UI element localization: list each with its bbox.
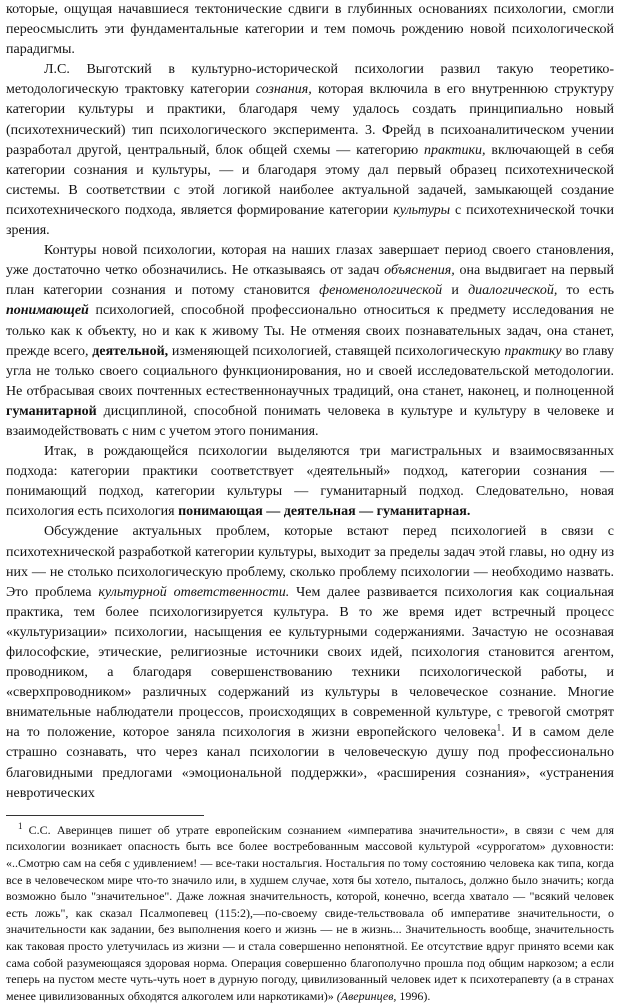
paragraph [6, 0, 614, 60]
text-span: культурной ответственности. [98, 584, 290, 600]
text-span: понимающая — деятельная — гуманитарная. [178, 504, 471, 520]
text-span: которые, ощущая начавшиеся тектонические сдвиги в глубинных основаниях психологии, смогли переосмыслить эти фундаментальные категории и тем помочь рождению новой психологической парадигмы. [6, 2, 614, 58]
text-span: Л.С. Выготский в культурно-исторической психологии развил такую теоретико-методологическую трактовку категории [6, 62, 614, 98]
text-span: изменяющей психологией, ставящей психологическую [168, 343, 505, 359]
text-span: во главу угла не только своего социального функционирования, но и своей исследовательской методологии. Не отбрасывая своих почтенных естественнонаучных традиций, она станет, наконец, и полноценной [6, 343, 614, 399]
text-span: гуманитарной [6, 403, 97, 419]
text-span: культуры [393, 202, 451, 218]
footnote-marker: 1 [18, 820, 23, 831]
text-span: феноменологической [319, 283, 443, 299]
body-text [6, 0, 614, 804]
footnote-divider [6, 815, 204, 816]
footnote-marker: 1 [496, 722, 502, 733]
text-span: . И в самом деле страшно сознавать, что через канал психологии в человеческую душу под профессионально благовидными предлогами «эмоциональной поддержки», «расширения сознания», «устранения невротических [6, 725, 614, 801]
text-span: деятельной, [92, 343, 169, 359]
text-span: дисциплиной, способной понимать человека в культуре и культуру в человеке и взаимодействовать с ним с учетом этого понимания. [6, 403, 614, 439]
text-span: понимающей [6, 303, 89, 319]
text-span: которая включила в его внутреннюю структуру категории культуры и практики, благодаря чему удалось создать принципиально новый (психотехнический) тип психологического эксперимента. 3. Фрейд в психоаналитическом учении разработал другой, центральный, блок общей схемы — категорию [6, 82, 614, 158]
text-span: включающей в себя категории сознания и культуры, — и благодаря этому дал первый образец психотехнической системы. В соответствии с этой логикой наиболее актуальной задачей, замыкающей создание психотехнического подхода, является формирование категории [6, 142, 615, 218]
text-span: практики, [424, 142, 486, 158]
text-span: С.С. Аверинцев пишет об утрате европейским сознанием «императива значительности», в связи с чем для психологии возникает опасность быть все более востребованным массовой культурой «суррогатом» духовности: «..Смотрю сам на себя с удивлением! — все-таки ностальгия. Ностальгия по тому состоянию человека как типа, когда все в человеческом мире что-то значило или, в худшем случае, хотя бы хотело, пыталось, должно было значить; когда возможно было "значительное". Даже ложная значительность, которой, конечно, всегда хватало — "всякий человек есть ложь", как сказал Псалмопевец (115:2),—по-своему свиде-тельствовала об императиве значительности, о значительности как задании, без выполнения коего и жизнь — не в жизнь... Значительность вообще, значительность как таковая просто улетучилась из жизни — и стала совершенно непонятной. Ее отсутствие вдруг принято всеми как сама собой разумеющаяся здоровая норма. Операция совершенно благополучно прошла под общим наркозом; а если теперь на пустом месте чуть-чуть ноет в дурную погоду, цивилизованный человек идет к психотерапевту (а в странах менее цивилизованных обходятся алкоголем или наркотиками)» [6, 822, 614, 1003]
text-span: объяснения, [384, 263, 455, 279]
paragraph [6, 522, 614, 803]
text-span: (Аверинцев, [336, 988, 397, 1003]
text-span: диалогической, [468, 283, 558, 299]
text-span: с психотехнической точки зрения. [6, 202, 614, 239]
text-span: Контуры новой психологии, которая на наших глазах завершает период своего становления, уже достаточно четко обозначились. Не отказываясь от задач [6, 243, 614, 279]
text-span: то есть [557, 283, 614, 299]
text-span: сознания, [255, 82, 312, 98]
document-page [6, 0, 614, 1004]
text-span: Итак, в рождающейся психологии выделяются три магистральных и взаимосвязанных подхода: категории практики соответствует «деятельный» подход, категории сознания — понимающий подход, категории культуры — гуманитарный подход. Следовательно, новая психология есть психология [6, 444, 614, 520]
text-span: и [442, 283, 469, 299]
text-span: 1996). [396, 988, 431, 1003]
paragraph [6, 241, 614, 442]
text-span: Чем далее развивается психология как социальная практика, тем более психологизируется культура. В то же время идет встречный процесс «культуризации» психологии, насыщения ее культурными содержаниями. Зачастую не осознавая философские, этические, религиозные источники своих идей, психология становится агентом, проводником, а благодаря совершенствованию техники психологической работы, и «сверхпроводником» различных содержаний из культуры в человеческое сознание. Многие внимательные наблюдатели процессов, происходящих в современной культуре, с тревогой смотрят на то положение, которое заняла психология в жизни европейского человека [6, 584, 614, 741]
text-span: психологией, способной профессионально относиться к предмету исследования не только как к объекту, но и как к живому Ты. Не отменяя своих познавательных задач, она станет, прежде всего, [6, 303, 614, 359]
text-span: она выдвигает на первый план категории сознания и потому становится [6, 263, 614, 299]
paragraph [6, 442, 614, 522]
paragraph [6, 60, 614, 241]
footnote [6, 822, 614, 1004]
text-span: Обсуждение актуальных проблем, которые встают перед психологией в связи с психотехнической разработкой категории культуры, выходит за пределы задач этой главы, но одну из них — не столько психологическую проблему, сколько проблему психологии — необходимо назвать. Это проблема [6, 524, 614, 600]
text-span: практику [504, 343, 562, 359]
